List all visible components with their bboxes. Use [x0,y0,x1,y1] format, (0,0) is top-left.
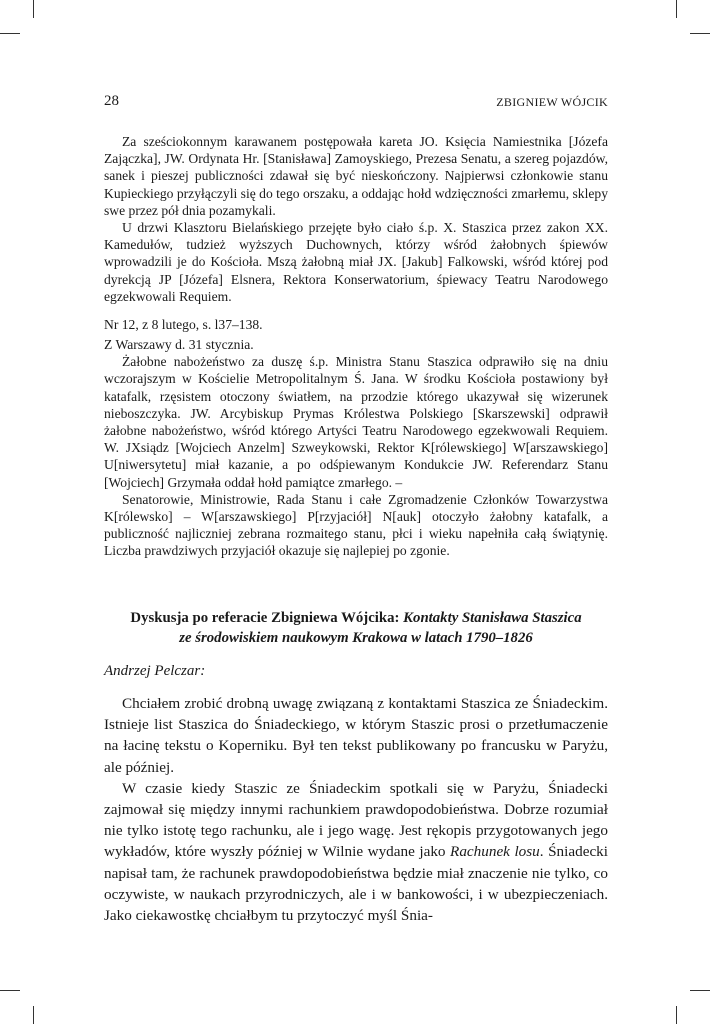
paragraph: Senatorowie, Ministrowie, Rada Stanu i całe Zgromadzenie Członków Towarzystwa K[rólewsko] – W[arszawskiego] P[rzyjaciół] N[auk] otoczyło żałobny katafalk, a publiczność najliczniej zebrana rozmaitego stanu, płci i wieku napełniła całą świątynię. Liczba prawdziwych przyjaciół okazuje się najlepiej po zgonie. [104,491,608,559]
paragraph: Za sześciokonnym karawanem postępowała kareta JO. Księcia Namiestnika [Józefa Zajączka], JW. Ordynata Hr. [Stanisława] Zamoyskiego, Prezesa Senatu, a szereg pojazdów, sanek i pieszej publiczności zdawał się być nieskończony. Najpierwsi członkowie stanu Kupieckiego przyłączyli się do tego orszaku, a oddając hołd wdzięczności zmarłemu, sklepy swe przez pół dnia pozamykali. [104,134,608,218]
crop-mark [690,990,710,991]
crop-mark [33,0,34,18]
paragraph [104,778,608,926]
running-header-author: ZBIGNIEW WÓJCIK [496,95,608,109]
title-bold: Dyskusja po referacie Zbigniewa Wójcika: [130,610,400,626]
paragraph: Chciałem zrobić drobną uwagę związaną z kontaktami Staszica ze Śniadeckim. Istnieje list Staszica do Śniadeckiego, w którym Staszic prosi o przetłumaczenie na łacinę tekstu o Koperniku. Był ten tekst publikowany po francusku w Paryżu, ale później. [104,695,608,776]
paragraph: Żałobne nabożeństwo za duszę ś.p. Ministra Stanu Staszica odprawiło się na dniu wczorajszym w Kościelie Metropolitalnym Ś. Jana. W środku Kościoła postawiony był katafalk, rzęsistem otoczony światłem, na przodzie którego ukazywał się wizerunek nieboszczyka. JW. Arcybiskup Prymas Królestwa Polskiego [Skarszewski] odprawił żałobne nabożeństwo, wśród którego Artyści Teatru Narodowego egzekwowali Requiem. W. JXsiądz [Wojciech Anzelm] Szweykowski, Rektor K[rólewskiego] W[arszawskiego] U[niwersytetu] miał kazanie, a po odśpiewanym Kondukcie JW. Referendarz Stanu [Wojciech] Grzymała oddał hołd pamiątce zmarłego. – [104,354,608,490]
crop-mark [33,1006,34,1024]
dateline: Z Warszawy d. 31 stycznia. [104,337,254,352]
title-italic: Kontakty Stanisława Staszica [403,610,582,626]
text-run: . Śniadecki napisał tam, że rachunek prawdopodobieństwa będzie miał znaczenie nie tylko, co oczywiste, w naukach przyrodniczych, ale i w bankowości, i w ubezpieczeniach. Jako ciekawostkę chciałbym tu przytoczyć myśl Śnia- [104,843,608,925]
crop-mark [676,0,677,18]
paragraph: U drzwi Klasztoru Bielańskiego przejęte było ciało ś.p. X. Staszica przez zakon XX. Kamedułów, tudzież wyższych Duchownych, którzy wśród żałobnych śpiewów wprowadzili je do Kościoła. Mszą żałobną miał JX. [Jakub] Falkowski, wśród której pod dyrekcją JP [Józefa] Elsnera, Rektora Konserwatorium, śpiewacy Teatru Narodowego egzekwowali Requiem. [104,220,608,304]
quoted-report-block [104,133,608,305]
source-reference: Nr 12, z 8 lutego, s. l37–138. [104,317,263,332]
page-number: 28 [104,93,119,109]
discussion-text [104,693,608,926]
crop-mark [676,1006,677,1024]
discussion-title [104,608,608,648]
book-title: Rachunek losu [450,843,540,861]
crop-mark [0,33,20,34]
title-italic-continued: ze środowiskiem naukowym Krakowa w latach 1790–1826 [179,630,533,646]
speaker-name: Andrzej Pelczar: [104,663,206,679]
crop-mark [690,33,710,34]
newspaper-report [104,336,608,560]
newspaper-excerpt [104,316,608,333]
text-run: W czasie kiedy Staszic ze Śniadeckim spotkali się w Paryżu, Śniadecki zajmował się między innymi rachunkiem prawdopodobieństwa. Dobrze rozumiał nie tylko istotę tego rachunku, ale i jego wagę. Jest rękopis przygotowanych jego wykładów, które wyszły później w Wilnie wydane jako [104,779,608,861]
crop-mark [0,990,20,991]
